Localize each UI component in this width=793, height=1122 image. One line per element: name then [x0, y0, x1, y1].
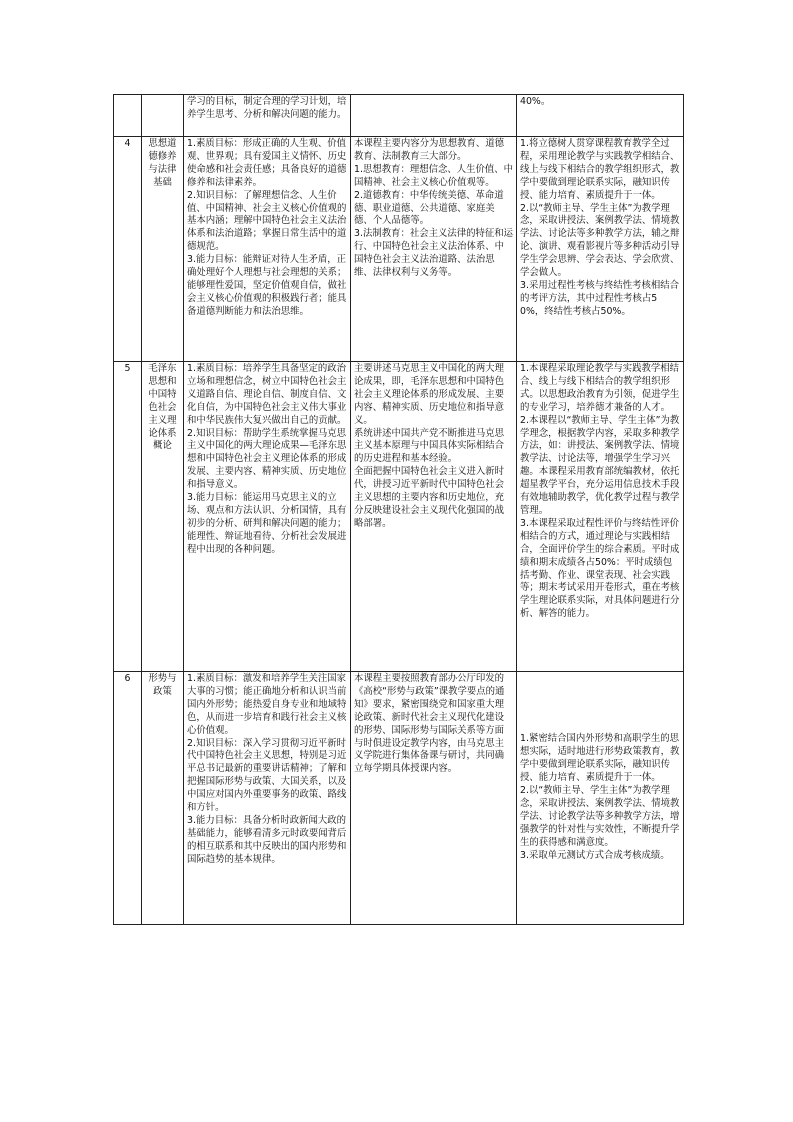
course-content-cell: [351, 95, 517, 137]
content-item: 本课程主要按照教育部办公厅印发的《高校“形势与政策”课教学要点的通知》要求，紧密围绕党和国家重大理论政策、新时代社会主义现代化建设的形势、国际形势与国际关系等方面与时俱进设定教学内容，由马克思主义学院进行集体备课与研讨，共同确立每学期具体授课内容。: [354, 673, 505, 775]
table-body: [114, 95, 684, 925]
teaching-methods-cell: [517, 137, 684, 362]
table-row: [114, 95, 684, 137]
course-content-cell: [351, 362, 517, 672]
method-item: 2.以“教师主导、学生主体”为教学理念，采取讲授法、案例教学法、情境教学法、讨论教学法等多种教学方法，增强教学的针对性与实效性，不断提升学生的获得感和满意度。: [520, 785, 680, 848]
goal-item: 学习的目标，制定合理的学习计划，培养学生思考、分析和解决问题的能力。: [187, 96, 347, 120]
goal-item: 3.能力目标：能辩证对待人生矛盾，正确处理好个人理想与社会理想的关系；能够理性爱国，坚定价值观自信，做社会主义核心价值观的积极践行者；能具备道德判断能力和法治思维。: [187, 254, 347, 317]
goal-item: 3.能力目标：能运用马克思主义的立场、观点和方法认识、分析国情，具有初步的分析、研判和解决问题的能力；能理性、辩证地看待、分析社会发展进程中出现的各种问题。: [187, 492, 347, 555]
goal-item: 2.知识目标：了解理想信念、人生价值、中国精神、社会主义核心价值观的基本内涵；理解中国特色社会主义法治体系和法治道路；掌握日常生活中的道德规范。: [187, 189, 347, 253]
curriculum-table: [113, 94, 684, 925]
teaching-methods-cell: [517, 672, 684, 925]
course-goals-cell: [184, 95, 351, 137]
method-item: 1.将立德树人贯穿课程教育教学全过程，采用理论教学与实践教学相结合、线上与线下相结合的教学组织形式，教学中要做到理论联系实际，融知识传授、能力培育、素质提升于一体。: [520, 138, 680, 201]
goal-item: 1.素质目标：形成正确的人生观、价值观、世界观；具有爱国主义情怀、历史使命感和社会责任感；具备良好的道德修养和法律素养。: [187, 138, 347, 188]
goal-item: 2.知识目标：深入学习贯彻习近平新时代中国特色社会主义思想，特别是习近平总书记最新的重要讲话精神；了解和把握国际形势与政策、大国关系，以及中国应对国内外重要事务的政策、路线和方针。: [187, 737, 347, 814]
goal-item: 1.素质目标：培养学生具备坚定的政治立场和理想信念，树立中国特色社会主义道路自信、理论自信、制度自信、文化自信，为中国特色社会主义伟大事业和中华民族伟大复兴做出自己的贡献。: [187, 363, 347, 426]
row-number-cell: [114, 95, 142, 137]
method-item: 40%。: [520, 96, 551, 107]
method-item: 1.紧密结合国内外形势和高职学生的思想实际，适时地进行形势政策教育，教学中要做到理论联系实际，融知识传授、能力培育、素质提升于一体。: [520, 733, 680, 784]
goal-item: 3.能力目标：具备分析时政新闻大政的基础能力，能够看清多元时政要闻背后的相互联系和其中反映出的国内形势和国际趋势的基本规律。: [187, 814, 347, 865]
content-item: 3.法制教育：社会主义法律的特征和运行、中国特色社会主义法治体系、中国特色社会主义法治道路、法治思维、法律权利与义务等。: [354, 228, 513, 279]
goal-item: 2.知识目标：帮助学生系统掌握马克思主义中国化的两大理论成果—毛泽东思想和中国特色社会主义理论体系的形成发展、主要内容、精神实质、历史地位和指导意义。: [187, 427, 347, 491]
method-item: 3.本课程采取过程性评价与终结性评价相结合的方式，通过理论与实践相结合，全面评价学生的综合素质。平时成绩和期末成绩各占50%：平时成绩包括考勤、作业、课堂表现、社会实践等；期末考试采用开卷形式，重在考核学生理论联系实际，对具体问题进行分析、解答的能力。: [520, 517, 680, 620]
course-name-cell: 形势与政策: [142, 672, 184, 925]
course-goals-cell: [184, 137, 351, 362]
table-row: [114, 137, 684, 362]
course-goals-cell: [184, 672, 351, 925]
table-row: [114, 672, 684, 925]
teaching-methods-cell: [517, 95, 684, 137]
course-name-cell: [142, 95, 184, 137]
method-item: 2.本课程以“教师主导、学生主体”为教学理念，根据教学内容，采取多种教学方法，如：讲授法、案例教学法、情境教学法、讨论法等，增强学生学习兴趣。本课程采用教育部统编教材，依托超星教学平台，充分运用信息技术手段有效地辅助教学，优化教学过程与教学管理。: [520, 414, 680, 516]
content-item: 1.思想教育：理想信念、人生价值、中国精神、社会主义核心价值观等。: [354, 163, 513, 188]
course-goals-cell: [184, 362, 351, 672]
row-number-cell: 4: [114, 137, 142, 362]
course-content-cell: [351, 137, 517, 362]
teaching-methods-cell: [517, 362, 684, 672]
content-item: 系统讲述中国共产党不断推进马克思主义基本原理与中国具体实际相结合的历史进程和基本经验。: [354, 427, 505, 465]
method-item: 2.以“教师主导、学生主体”为教学理念，采取讲授法、案例教学法、情境教学法、讨论法等多种教学方法，辅之辩论、演讲、观看影视片等多种活动引导学生学会思辨、学会表达、学会欣赏、学会做人。: [520, 202, 680, 279]
content-item: 2.道德教育：中华传统美德、革命道德、职业道德、公共道德、家庭美德、个人品德等。: [354, 189, 504, 227]
content-item: 全面把握中国特色社会主义进入新时代，讲授习近平新时代中国特色社会主义思想的主要内容和历史地位，充分反映建设社会主义现代化强国的战略部署。: [354, 466, 505, 529]
method-item: 3.采用过程性考核与终结性考核相结合的考评方法，其中过程性考核占50%，终结性考核占50%。: [520, 279, 679, 317]
goal-item: 1.素质目标：激发和培养学生关注国家大事的习惯；能正确地分析和认识当前国内外形势；能热爱自身专业和地域特色，从而进一步培育和践行社会主义核心价值观。: [187, 673, 347, 736]
row-number-cell: 6: [114, 672, 142, 925]
content-item: 本课程主要内容分为思想教育、道德教育、法制教育三大部分。: [354, 138, 505, 162]
content-item: 主要讲述马克思主义中国化的两大理论成果，即，毛泽东思想和中国特色社会主义理论体系的形成发展、主要内容、精神实质、历史地位和指导意义。: [354, 363, 505, 426]
course-name-cell: 毛泽东思想和中国特色社会主义理论体系概论: [142, 362, 184, 672]
table-row: [114, 362, 684, 672]
course-name-cell: 思想道德修养与法律基础: [142, 137, 184, 362]
method-item: 1.本课程采取理论教学与实践教学相结合、线上与线下相结合的教学组织形式。以思想政治教育为引领，促进学生的专业学习，培养德才兼备的人才。: [520, 363, 680, 413]
row-number-cell: 5: [114, 362, 142, 672]
course-content-cell: [351, 672, 517, 925]
method-item: 3.采取单元测试方式合成考核成绩。: [520, 849, 670, 861]
